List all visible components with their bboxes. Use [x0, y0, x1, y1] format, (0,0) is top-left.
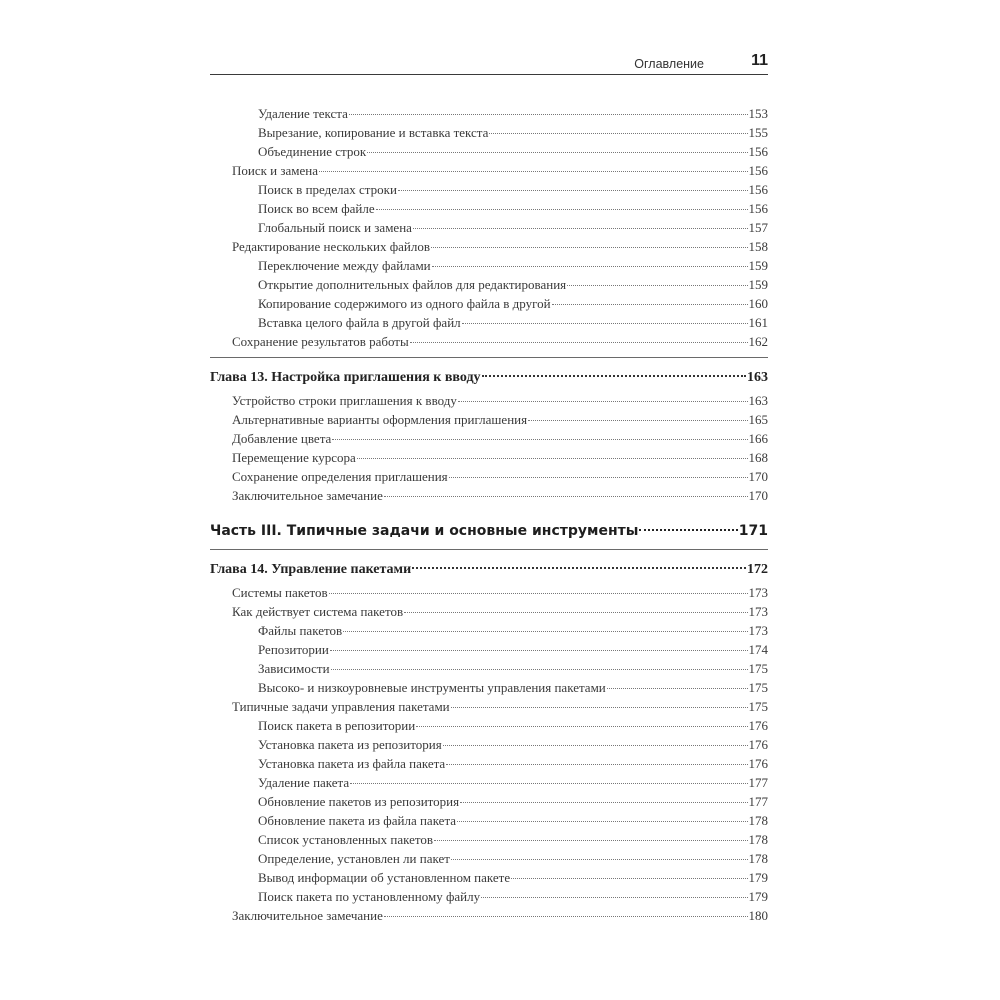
dot-leader [458, 401, 748, 402]
running-header [210, 50, 768, 75]
toc-section-entry [210, 410, 768, 429]
dot-leader [331, 669, 748, 670]
toc-entry-page: 175 [748, 680, 768, 695]
toc-entry-title: Редактирование нескольких файлов [232, 239, 431, 254]
toc-entry-title: Открытие дополнительных файлов для редактирования [258, 277, 567, 292]
toc-entry-page: 177 [748, 775, 768, 790]
dot-leader [357, 458, 748, 459]
toc-entry-page: 161 [748, 315, 768, 330]
toc-entry-page: 174 [748, 642, 768, 657]
toc-entry-title: Поиск пакета в репозитории [258, 718, 416, 733]
dot-leader [413, 228, 748, 229]
dot-leader [511, 878, 747, 879]
toc-subsection-entry [210, 849, 768, 868]
dot-leader [451, 859, 748, 860]
toc-entry-title: Сохранение результатов работы [232, 334, 409, 349]
toc-entry-page: 170 [748, 469, 768, 484]
dot-leader [350, 783, 747, 784]
toc-subsection-entry [210, 773, 768, 792]
toc-entry-title: Удаление текста [258, 106, 348, 121]
toc-entry-title: Альтернативные варианты оформления приглашения [232, 412, 528, 427]
toc-subsection-entry [210, 621, 768, 640]
toc-entry-page: 179 [748, 889, 768, 904]
toc-entry-page: 159 [748, 277, 768, 292]
toc-entry-page: 176 [748, 756, 768, 771]
toc-entry-page: 155 [748, 125, 768, 140]
dot-leader [462, 323, 748, 324]
toc-subsection-entry [210, 256, 768, 275]
dot-leader [398, 190, 748, 191]
toc-subsection-entry [210, 830, 768, 849]
dot-leader [432, 266, 748, 267]
toc-entry-title: Заключительное замечание [232, 908, 383, 923]
toc-subsection-entry [210, 716, 768, 735]
toc-subsection-entry [210, 678, 768, 697]
toc-entry-page: 158 [748, 239, 768, 254]
toc-entry-title: Вставка целого файла в другой файл [258, 315, 461, 330]
toc-section-entry [210, 486, 768, 505]
toc-entry-title: Обновление пакета из файла пакета [258, 813, 457, 828]
toc-entry-page: 163 [748, 393, 768, 408]
toc-subsection-entry [210, 754, 768, 773]
dot-leader [367, 152, 747, 153]
toc-entry-page: 178 [748, 813, 768, 828]
dot-leader [457, 821, 747, 822]
dot-leader [434, 840, 747, 841]
toc-entry-title: Определение, установлен ли пакет [258, 851, 450, 866]
toc-entry-title: Как действует система пакетов [232, 604, 404, 619]
toc-entry-title: Глава 13. Настройка приглашения к вводу [210, 370, 481, 385]
toc-subsection-entry [210, 142, 768, 161]
toc-subsection-entry [210, 199, 768, 218]
toc-chapter-entry [210, 367, 768, 389]
toc-subsection-entry [210, 313, 768, 332]
toc-section-entry [210, 332, 768, 351]
toc-section-entry [210, 237, 768, 256]
toc-entry-page: 162 [748, 334, 768, 349]
toc-section-entry [210, 391, 768, 410]
toc-subsection-entry [210, 104, 768, 123]
toc-entry-title: Переключение между файлами [258, 258, 431, 273]
dot-leader [410, 342, 748, 343]
dot-leader [482, 375, 746, 377]
toc-section-entry [210, 697, 768, 716]
toc-subsection-entry [210, 887, 768, 906]
dot-leader [384, 496, 748, 497]
toc-chapter-entry [210, 559, 768, 581]
toc-section-entry [210, 583, 768, 602]
header-title: Оглавление [634, 57, 704, 71]
toc-entry-page: 160 [748, 296, 768, 311]
dot-leader [528, 420, 747, 421]
dot-leader [332, 439, 747, 440]
dot-leader [431, 247, 747, 248]
toc-section-entry [210, 448, 768, 467]
toc-subsection-entry [210, 868, 768, 887]
toc-part-entry [210, 519, 768, 543]
toc-entry-title: Системы пакетов [232, 585, 328, 600]
toc-entry-page: 166 [748, 431, 768, 446]
header-page-number: 11 [751, 52, 768, 69]
toc-entry-page: 171 [738, 523, 768, 539]
toc-subsection-entry [210, 123, 768, 142]
toc-subsection-entry [210, 792, 768, 811]
dot-leader [330, 650, 748, 651]
toc-entry-page: 177 [748, 794, 768, 809]
toc-entry-title: Обновление пакетов из репозитория [258, 794, 460, 809]
toc-entry-page: 156 [748, 182, 768, 197]
toc-entry-page: 176 [748, 718, 768, 733]
section-divider [210, 357, 768, 358]
toc-entry-title: Установка пакета из репозитория [258, 737, 442, 752]
toc-entry-title: Поиск пакета по установленному файлу [258, 889, 481, 904]
toc-entry-title: Глава 14. Управление пакетами [210, 562, 412, 577]
toc-entry-page: 159 [748, 258, 768, 273]
dot-leader [319, 171, 747, 172]
toc-entry-page: 153 [748, 106, 768, 121]
toc-entry-page: 156 [748, 144, 768, 159]
dot-leader [481, 897, 747, 898]
toc-entry-title: Список установленных пакетов [258, 832, 434, 847]
toc-entry-page: 163 [747, 370, 768, 385]
dot-leader [639, 529, 737, 531]
toc-entry-page: 175 [748, 661, 768, 676]
toc-entry-title: Типичные задачи управления пакетами [232, 699, 450, 714]
toc-entry-title: Поиск и замена [232, 163, 319, 178]
toc-section-entry [210, 161, 768, 180]
dot-leader [384, 916, 748, 917]
toc-section-entry [210, 429, 768, 448]
toc-entry-title: Вывод информации об установленном пакете [258, 870, 511, 885]
toc-entry-title: Сохранение определения приглашения [232, 469, 448, 484]
toc-entry-title: Репозитории [258, 642, 329, 657]
toc-entry-title: Часть III. Типичные задачи и основные инструменты [210, 523, 639, 539]
toc-entry-page: 170 [748, 488, 768, 503]
toc-entry-title: Удаление пакета [258, 775, 350, 790]
toc-subsection-entry [210, 640, 768, 659]
dot-leader [443, 745, 748, 746]
toc-section-entry [210, 906, 768, 925]
dot-leader [329, 593, 748, 594]
dot-leader [449, 477, 748, 478]
toc-entry-page: 178 [748, 832, 768, 847]
toc-subsection-entry [210, 275, 768, 294]
toc-subsection-entry [210, 659, 768, 678]
toc-entry-title: Файлы пакетов [258, 623, 343, 638]
toc-entry-title: Копирование содержимого из одного файла в другой [258, 296, 551, 311]
dot-leader [349, 114, 748, 115]
toc-section-entry [210, 602, 768, 621]
dot-leader [446, 764, 747, 765]
dot-leader [404, 612, 747, 613]
dot-leader [376, 209, 748, 210]
toc-subsection-entry [210, 811, 768, 830]
toc-entry-page: 156 [748, 201, 768, 216]
toc-entry-page: 173 [748, 585, 768, 600]
toc-entry-title: Объединение строк [258, 144, 367, 159]
toc-entry-title: Зависимости [258, 661, 330, 676]
toc-entry-page: 172 [747, 562, 768, 577]
toc-entry-page: 176 [748, 737, 768, 752]
toc-subsection-entry [210, 294, 768, 313]
dot-leader [343, 631, 747, 632]
dot-leader [552, 304, 748, 305]
toc-entry-page: 156 [748, 163, 768, 178]
toc-entry-title: Глобальный поиск и замена [258, 220, 412, 235]
toc-entry-page: 168 [748, 450, 768, 465]
toc-entry-page: 180 [748, 908, 768, 923]
toc-entry-title: Поиск во всем файле [258, 201, 375, 216]
toc-entry-title: Установка пакета из файла пакета [258, 756, 446, 771]
toc-entry-title: Высоко- и низкоуровневые инструменты управления пакетами [258, 680, 606, 695]
dot-leader [567, 285, 747, 286]
toc-entry-title: Заключительное замечание [232, 488, 383, 503]
toc-entry-title: Перемещение курсора [232, 450, 356, 465]
toc-entry-title: Устройство строки приглашения к вводу [232, 393, 457, 408]
table-of-contents [210, 104, 768, 925]
toc-entry-page: 178 [748, 851, 768, 866]
toc-entry-page: 165 [748, 412, 768, 427]
toc-entry-title: Поиск в пределах строки [258, 182, 397, 197]
toc-subsection-entry [210, 180, 768, 199]
dot-leader [460, 802, 747, 803]
section-divider [210, 549, 768, 550]
toc-subsection-entry [210, 735, 768, 754]
dot-leader [607, 688, 748, 689]
toc-entry-page: 173 [748, 623, 768, 638]
toc-section-entry [210, 467, 768, 486]
dot-leader [416, 726, 747, 727]
toc-entry-page: 157 [748, 220, 768, 235]
toc-entry-title: Добавление цвета [232, 431, 332, 446]
toc-entry-page: 173 [748, 604, 768, 619]
toc-entry-title: Вырезание, копирование и вставка текста [258, 125, 489, 140]
dot-leader [451, 707, 748, 708]
dot-leader [412, 567, 746, 569]
toc-entry-page: 179 [748, 870, 768, 885]
toc-subsection-entry [210, 218, 768, 237]
dot-leader [489, 133, 747, 134]
toc-entry-page: 175 [748, 699, 768, 714]
